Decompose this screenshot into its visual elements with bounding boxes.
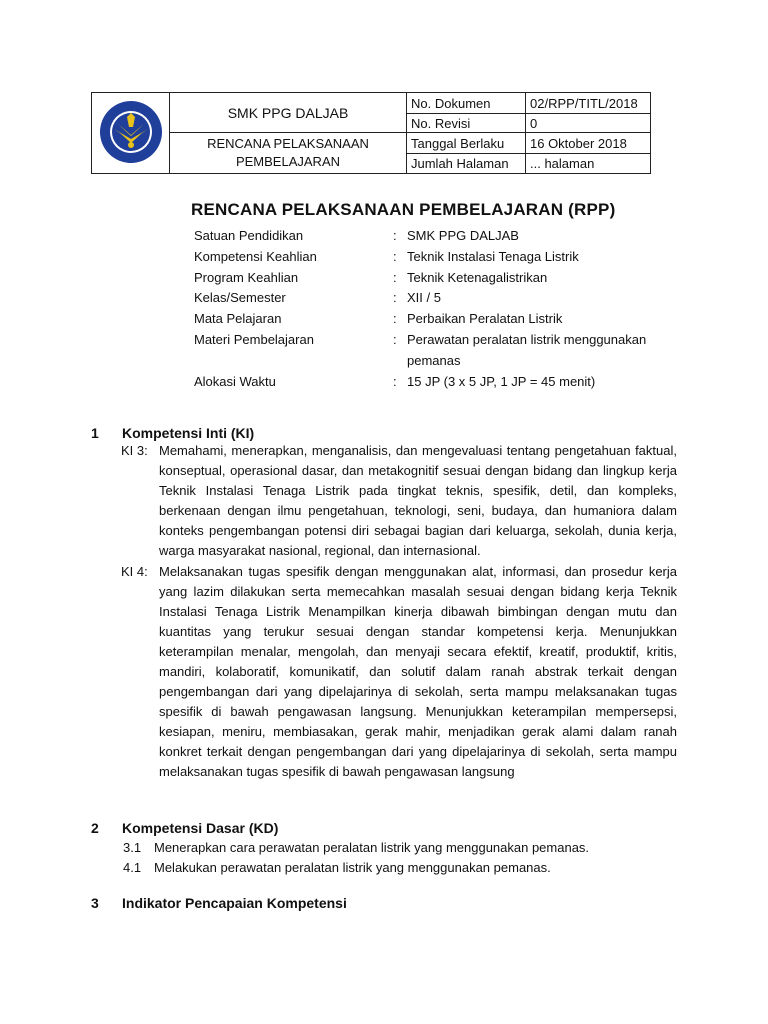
meta-value: 02/RPP/TITL/2018 — [526, 93, 651, 114]
identity-colon: : — [393, 311, 397, 327]
header-doc-title-line1: RENCANA PELAKSANAAN — [207, 136, 369, 151]
meta-label: Jumlah Halaman — [407, 154, 526, 174]
identity-label: Program Keahlian — [194, 269, 299, 285]
identity-colon: : — [393, 373, 397, 389]
kd-item — [123, 838, 589, 858]
ki-text: Melaksanakan tugas spesifik dengan menggunakan alat, informasi, dan prosedur kerja yang lazim dilakukan serta memecahkan masalah sesuai dengan bidang kerja Teknik Instalasi Tenaga Listrik Menampilkan kinerja dibawah bimbingan dengan mutu dan kuantitas yang terukur sesuai dengan standar kompetensi kerja. Menunjukkan keterampilan menalar, mengolah, dan menyaji secara efektif, kreatif, produktif, kritis, mandiri, kolaboratif, komunikatif, dan solutif dalam ranah abstrak terkait dengan pengembangan dari yang dipelajarinya di sekolah, serta mampu melaksanakan tugas spesifik di bawah pengawasan langsung. Menunjukkan keterampilan mempersepsi, kesiapan, meniru, membiasakan, gerak mahir, menjadikan gerak alami dalam ranah konkret terkait dengan pengembangan dari yang dipelajarinya di sekolah, serta mampu melaksanakan tugas spesifik di bawah pengawasan langsung — [159, 564, 677, 779]
header-doc-title — [170, 133, 407, 174]
document-title: RENCANA PELAKSANAAN PEMBELAJARAN (RPP) — [191, 200, 616, 219]
identity-colon: : — [393, 269, 397, 285]
identity-colon: : — [393, 290, 397, 306]
school-name: SMK PPG DALJAB — [170, 93, 407, 133]
ki-4-item — [121, 562, 677, 782]
section-heading-indicator — [91, 895, 347, 911]
identity-label: Alokasi Waktu — [194, 373, 276, 389]
document-header-table — [91, 92, 651, 174]
ki-label: KI 3: — [121, 443, 148, 458]
identity-row — [194, 288, 677, 309]
meta-value: 16 Oktober 2018 — [526, 133, 651, 154]
kd-text: Melakukan perawatan peralatan listrik yang menggunakan pemanas. — [154, 860, 551, 875]
section-number: 1 — [91, 425, 99, 441]
meta-value: 0 — [526, 114, 651, 133]
identity-value: Perbaikan Peralatan Listrik — [407, 311, 563, 327]
identity-value: Teknik Instalasi Tenaga Listrik — [407, 248, 579, 264]
meta-value: ... halaman — [526, 154, 651, 174]
identity-colon: : — [393, 331, 397, 347]
identity-colon: : — [393, 248, 397, 264]
section-title: Indikator Pencapaian Kompetensi — [122, 895, 347, 911]
identity-label: Kelas/Semester — [194, 290, 286, 306]
section-number: 2 — [91, 820, 99, 836]
header-doc-title-line2: PEMBELAJARAN — [235, 154, 341, 169]
identity-row — [194, 309, 677, 330]
ki-3-item — [121, 441, 677, 561]
identity-row — [194, 372, 677, 393]
ki-label: KI 4: — [121, 564, 148, 579]
meta-label: No. Dokumen — [407, 93, 526, 114]
kd-item — [123, 858, 551, 878]
kd-text: Menerapkan cara perawatan peralatan listrik yang menggunakan pemanas. — [154, 840, 590, 855]
identity-block — [194, 226, 677, 392]
section-heading-ki — [91, 425, 254, 441]
logo-cell — [92, 93, 170, 174]
ki-text: Memahami, menerapkan, menganalisis, dan mengevaluasi tentang pengetahuan faktual, konseptual, operasional dasar, dan metakognitif sesuai dengan bidang dan lingkup kerja Teknik Instalasi Tenaga Listrik pada tingkat teknis, spesifik, detil, dan kompleks, berkenaan dengan ilmu pengetahuan, teknologi, seni, budaya, dan humaniora dalam konteks pengembangan potensi diri sebagai bagian dari keluarga, sekolah, dunia kerja, warga masyarakat nasional, regional, dan internasional. — [159, 443, 677, 558]
identity-row — [194, 247, 677, 268]
identity-value: Teknik Ketenagalistrikan — [407, 269, 548, 285]
identity-label: Mata Pelajaran — [194, 311, 282, 327]
kd-number: 4.1 — [123, 860, 142, 875]
identity-label: Kompetensi Keahlian — [194, 248, 317, 264]
section-number: 3 — [91, 895, 99, 911]
identity-value: Perawatan peralatan listrik menggunakan pemanas — [407, 331, 647, 368]
section-heading-kd — [91, 820, 278, 836]
identity-label: Satuan Pendidikan — [194, 228, 304, 243]
meta-label: No. Revisi — [407, 114, 526, 133]
identity-row — [194, 226, 677, 247]
identity-row — [194, 268, 677, 289]
identity-colon: : — [393, 228, 397, 243]
meta-label: Tanggal Berlaku — [407, 133, 526, 154]
section-title: Kompetensi Inti (KI) — [122, 425, 255, 441]
kd-number: 3.1 — [123, 840, 142, 855]
identity-label: Materi Pembelajaran — [194, 331, 314, 347]
university-logo — [98, 99, 164, 165]
section-title: Kompetensi Dasar (KD) — [122, 820, 279, 836]
identity-row — [194, 330, 677, 372]
identity-value: SMK PPG DALJAB — [407, 228, 519, 243]
identity-value: 15 JP (3 x 5 JP, 1 JP = 45 menit) — [407, 373, 596, 389]
identity-value: XII / 5 — [407, 290, 441, 306]
